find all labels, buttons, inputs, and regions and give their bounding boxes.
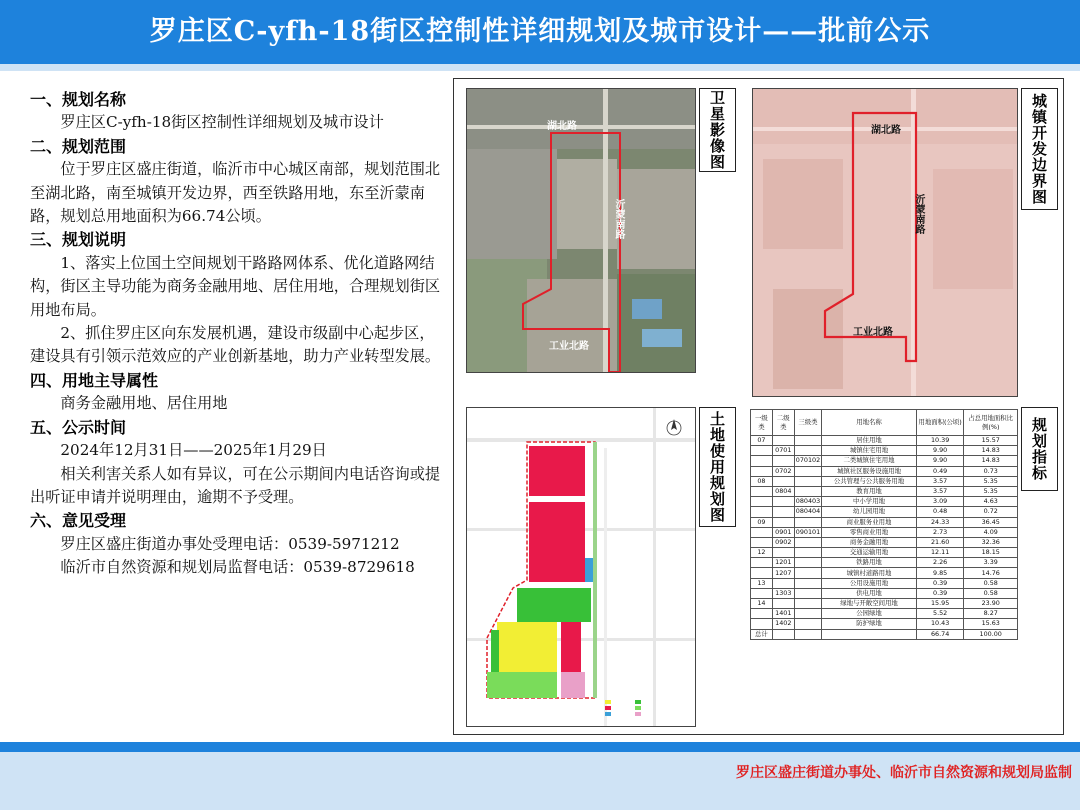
table-cell (772, 548, 794, 558)
section-heading-scope: 二、规划范围 (30, 136, 127, 156)
table-cell (772, 629, 794, 639)
feedback-phone-2: 临沂市自然资源和规划局监督电话：0539-8729618 (60, 558, 415, 577)
table-cell (794, 466, 821, 476)
table-cell: 商业服务业用地 (822, 517, 917, 527)
table-cell: 100.00 (964, 629, 1018, 639)
header-name: 用地名称 (822, 410, 917, 436)
table-cell: 10.43 (916, 619, 964, 629)
table-cell: 0.48 (916, 507, 964, 517)
table-cell: 24.33 (916, 517, 964, 527)
table-cell: 09 (751, 517, 773, 527)
table-cell: 36.45 (964, 517, 1018, 527)
table-cell: 8.27 (964, 609, 1018, 619)
table-cell: 绿地与开敞空间用地 (822, 599, 917, 609)
table-cell: 0.39 (916, 578, 964, 588)
road-label-yimeng: 沂蒙南路 (613, 199, 624, 239)
table-row (751, 578, 1018, 588)
satellite-map-tag: 卫星影像图 (699, 88, 736, 172)
table-cell (772, 456, 794, 466)
table-header-row (751, 410, 1018, 436)
header-level1: 一级类 (751, 410, 773, 436)
indicator-table-tag: 规划指标 (1021, 407, 1058, 491)
table-row (751, 476, 1018, 486)
table-cell (751, 456, 773, 466)
table-cell: 供电用地 (822, 588, 917, 598)
table-cell: 14 (751, 599, 773, 609)
table-cell (751, 527, 773, 537)
table-cell: 3.09 (916, 497, 964, 507)
plan-scope-text: 位于罗庄区盛庄街道，临沂市中心城区南部，规划范围北至湖北路，南至城镇开发边界，西至铁路用地，东至沂蒙南路，规划总用地面积为66.74公顷。 (30, 160, 441, 226)
table-cell: 0.39 (916, 588, 964, 598)
table-cell: 23.90 (964, 599, 1018, 609)
road-label-yimeng: 沂蒙南路 (913, 194, 924, 234)
table-cell: 66.74 (916, 629, 964, 639)
table-cell (751, 466, 773, 476)
section-heading-period: 五、公示时间 (30, 417, 127, 437)
table-cell: 交通运输用地 (822, 548, 917, 558)
table-cell (772, 476, 794, 486)
section-heading-name: 一、规划名称 (30, 90, 127, 109)
table-cell: 12.11 (916, 548, 964, 558)
table-cell: 1401 (772, 609, 794, 619)
table-cell: 5.52 (916, 609, 964, 619)
table-row (751, 568, 1018, 578)
table-cell: 15.57 (964, 436, 1018, 446)
landuse-attribute-text: 商务金融用地、居住用地 (60, 394, 228, 413)
feedback-phone-1: 罗庄区盛庄街道办事处受理电话：0539-5971212 (60, 534, 400, 553)
table-cell (772, 497, 794, 507)
objection-note-text: 相关利害关系人如有异议，可在公示期间内电话咨询或提出听证申请并说明理由，逾期不予受理。 (30, 464, 441, 506)
table-cell: 5.35 (964, 486, 1018, 496)
table-cell (794, 619, 821, 629)
table-cell: 15.63 (964, 619, 1018, 629)
table-cell (772, 517, 794, 527)
landuse-map (466, 407, 696, 727)
table-cell: 公用设施用地 (822, 578, 917, 588)
table-row (751, 446, 1018, 456)
header-band (0, 64, 1080, 71)
table-cell: 08 (751, 476, 773, 486)
table-cell (794, 548, 821, 558)
table-cell: 3.57 (916, 486, 964, 496)
table-cell: 二类城镇住宅用地 (822, 456, 917, 466)
notice-text (30, 88, 442, 580)
table-cell: 城镇村道路用地 (822, 568, 917, 578)
table-row (751, 486, 1018, 496)
table-cell (794, 568, 821, 578)
section-heading-feedback: 六、意见受理 (30, 511, 127, 531)
table-row (751, 599, 1018, 609)
table-row (751, 466, 1018, 476)
road-label-gongye: 工业北路 (853, 327, 893, 338)
road-label-gongye: 工业北路 (549, 341, 589, 352)
plan-name-text: 罗庄区C-yfh-18街区控制性详细规划及城市设计 (60, 113, 384, 132)
table-cell: 中小学用地 (822, 497, 917, 507)
table-cell: 1303 (772, 588, 794, 598)
table-cell: 10.39 (916, 436, 964, 446)
table-cell (794, 588, 821, 598)
table-cell: 幼儿园用地 (822, 507, 917, 517)
table-cell: 城镇住宅用地 (822, 446, 917, 456)
table-row (751, 609, 1018, 619)
table-cell (751, 537, 773, 547)
table-cell: 3.39 (964, 558, 1018, 568)
plan-description-2: 2、抓住罗庄区向东发展机遇，建设市级副中心起步区，建设具有引领示范效应的产业创新基地，助力产业转型发展。 (30, 324, 441, 366)
table-cell: 防护绿地 (822, 619, 917, 629)
table-cell (794, 517, 821, 527)
table-cell: 2.73 (916, 527, 964, 537)
table-row (751, 558, 1018, 568)
table-cell: 9.90 (916, 446, 964, 456)
header-ratio: 占总用地面积比例(%) (964, 410, 1018, 436)
plan-description-1: 1、落实上位国土空间规划干路路网体系、优化道路网结构，街区主导功能为商务金融用地、居住用地，合理规划街区用地布局。 (30, 253, 441, 319)
table-row (751, 517, 1018, 527)
table-cell: 4.09 (964, 527, 1018, 537)
header-level3: 三级类 (794, 410, 821, 436)
section-heading-landuse: 四、用地主导属性 (30, 370, 159, 390)
table-cell: 9.85 (916, 568, 964, 578)
table-cell: 公园绿地 (822, 609, 917, 619)
table-cell: 零售商业用地 (822, 527, 917, 537)
table-cell (794, 446, 821, 456)
table-cell (751, 507, 773, 517)
table-cell: 0902 (772, 537, 794, 547)
table-cell: 0.73 (964, 466, 1018, 476)
table-cell: 14.76 (964, 568, 1018, 578)
table-cell (794, 486, 821, 496)
road-label-hubei: 湖北路 (871, 125, 901, 136)
table-cell: 总计 (751, 629, 773, 639)
table-row (751, 436, 1018, 446)
table-cell: 090101 (795, 527, 821, 536)
table-cell: 4.63 (964, 497, 1018, 507)
notice-period-text: 2024年12月31日——2025年1月29日 (60, 441, 327, 460)
table-cell (794, 599, 821, 609)
boundary-map (752, 88, 1018, 397)
page-title: 罗庄区C-yfh-18街区控制性详细规划及城市设计——批前公示 (149, 16, 931, 47)
table-cell (772, 507, 794, 517)
table-row (751, 619, 1018, 629)
table-cell (751, 619, 773, 629)
header-area: 用地面积(公顷) (916, 410, 964, 436)
table-cell: 070102 (795, 456, 821, 465)
indicator-table (750, 409, 1018, 640)
table-cell: 07 (751, 436, 773, 446)
footer-band (0, 742, 1080, 752)
landuse-map-tag: 土地使用规划图 (699, 407, 736, 527)
table-cell (751, 609, 773, 619)
table-cell: 15.95 (916, 599, 964, 609)
table-cell: 教育用地 (822, 486, 917, 496)
table-row (751, 548, 1018, 558)
table-cell: 0804 (772, 486, 794, 496)
table-cell: 32.36 (964, 537, 1018, 547)
table-cell: 0702 (772, 466, 794, 476)
table-cell: 21.60 (916, 537, 964, 547)
satellite-map-image (467, 89, 696, 373)
section-heading-description: 三、规划说明 (30, 230, 127, 250)
table-cell (751, 568, 773, 578)
table-cell (751, 497, 773, 507)
table-row (751, 497, 1018, 507)
table-row (751, 588, 1018, 598)
table-row (751, 456, 1018, 466)
table-cell: 0.58 (964, 588, 1018, 598)
table-cell: 居住用地 (822, 436, 917, 446)
table-cell: 1201 (772, 558, 794, 568)
table-row (751, 537, 1018, 547)
table-cell (751, 446, 773, 456)
boundary-map-tag: 城镇开发边界图 (1021, 88, 1058, 210)
header-level2: 二级类 (772, 410, 794, 436)
table-row (751, 629, 1018, 639)
table-cell: 0701 (772, 446, 794, 456)
table-cell: 3.57 (916, 476, 964, 486)
table-cell (794, 436, 821, 446)
table-cell (794, 578, 821, 588)
indicator-rows (751, 436, 1018, 640)
table-cell (751, 486, 773, 496)
table-cell (794, 558, 821, 568)
table-cell: 0.72 (964, 507, 1018, 517)
table-cell (794, 537, 821, 547)
landuse-map-image (467, 408, 696, 727)
table-cell: 080403 (795, 497, 821, 506)
table-cell: 13 (751, 578, 773, 588)
table-cell (772, 578, 794, 588)
table-cell (794, 629, 821, 639)
table-cell (772, 436, 794, 446)
table-cell (751, 558, 773, 568)
table-cell: 0.58 (964, 578, 1018, 588)
table-cell: 铁路用地 (822, 558, 917, 568)
table-cell (794, 609, 821, 619)
table-cell (794, 476, 821, 486)
table-cell: 14.83 (964, 456, 1018, 466)
table-cell (772, 599, 794, 609)
table-cell: 1207 (772, 568, 794, 578)
table-cell: 公共管理与公共服务用地 (822, 476, 917, 486)
table-cell: 商务金融用地 (822, 537, 917, 547)
table-cell: 9.90 (916, 456, 964, 466)
table-cell (751, 588, 773, 598)
table-cell: 城镇社区服务设施用地 (822, 466, 917, 476)
table-cell: 080404 (795, 507, 821, 516)
satellite-map (466, 88, 696, 373)
table-cell: 14.83 (964, 446, 1018, 456)
table-cell: 2.26 (916, 558, 964, 568)
footer-credit: 罗庄区盛庄街道办事处、临沂市自然资源和规划局监制 (736, 765, 1072, 781)
road-label-hubei: 湖北路 (547, 121, 577, 132)
table-cell: 12 (751, 548, 773, 558)
table-row (751, 507, 1018, 517)
table-cell: 18.15 (964, 548, 1018, 558)
table-cell: 0.49 (916, 466, 964, 476)
table-cell: 0901 (772, 527, 794, 537)
table-cell: 5.35 (964, 476, 1018, 486)
table-cell: 1402 (772, 619, 794, 629)
table-row (751, 527, 1018, 537)
table-cell (822, 629, 917, 639)
